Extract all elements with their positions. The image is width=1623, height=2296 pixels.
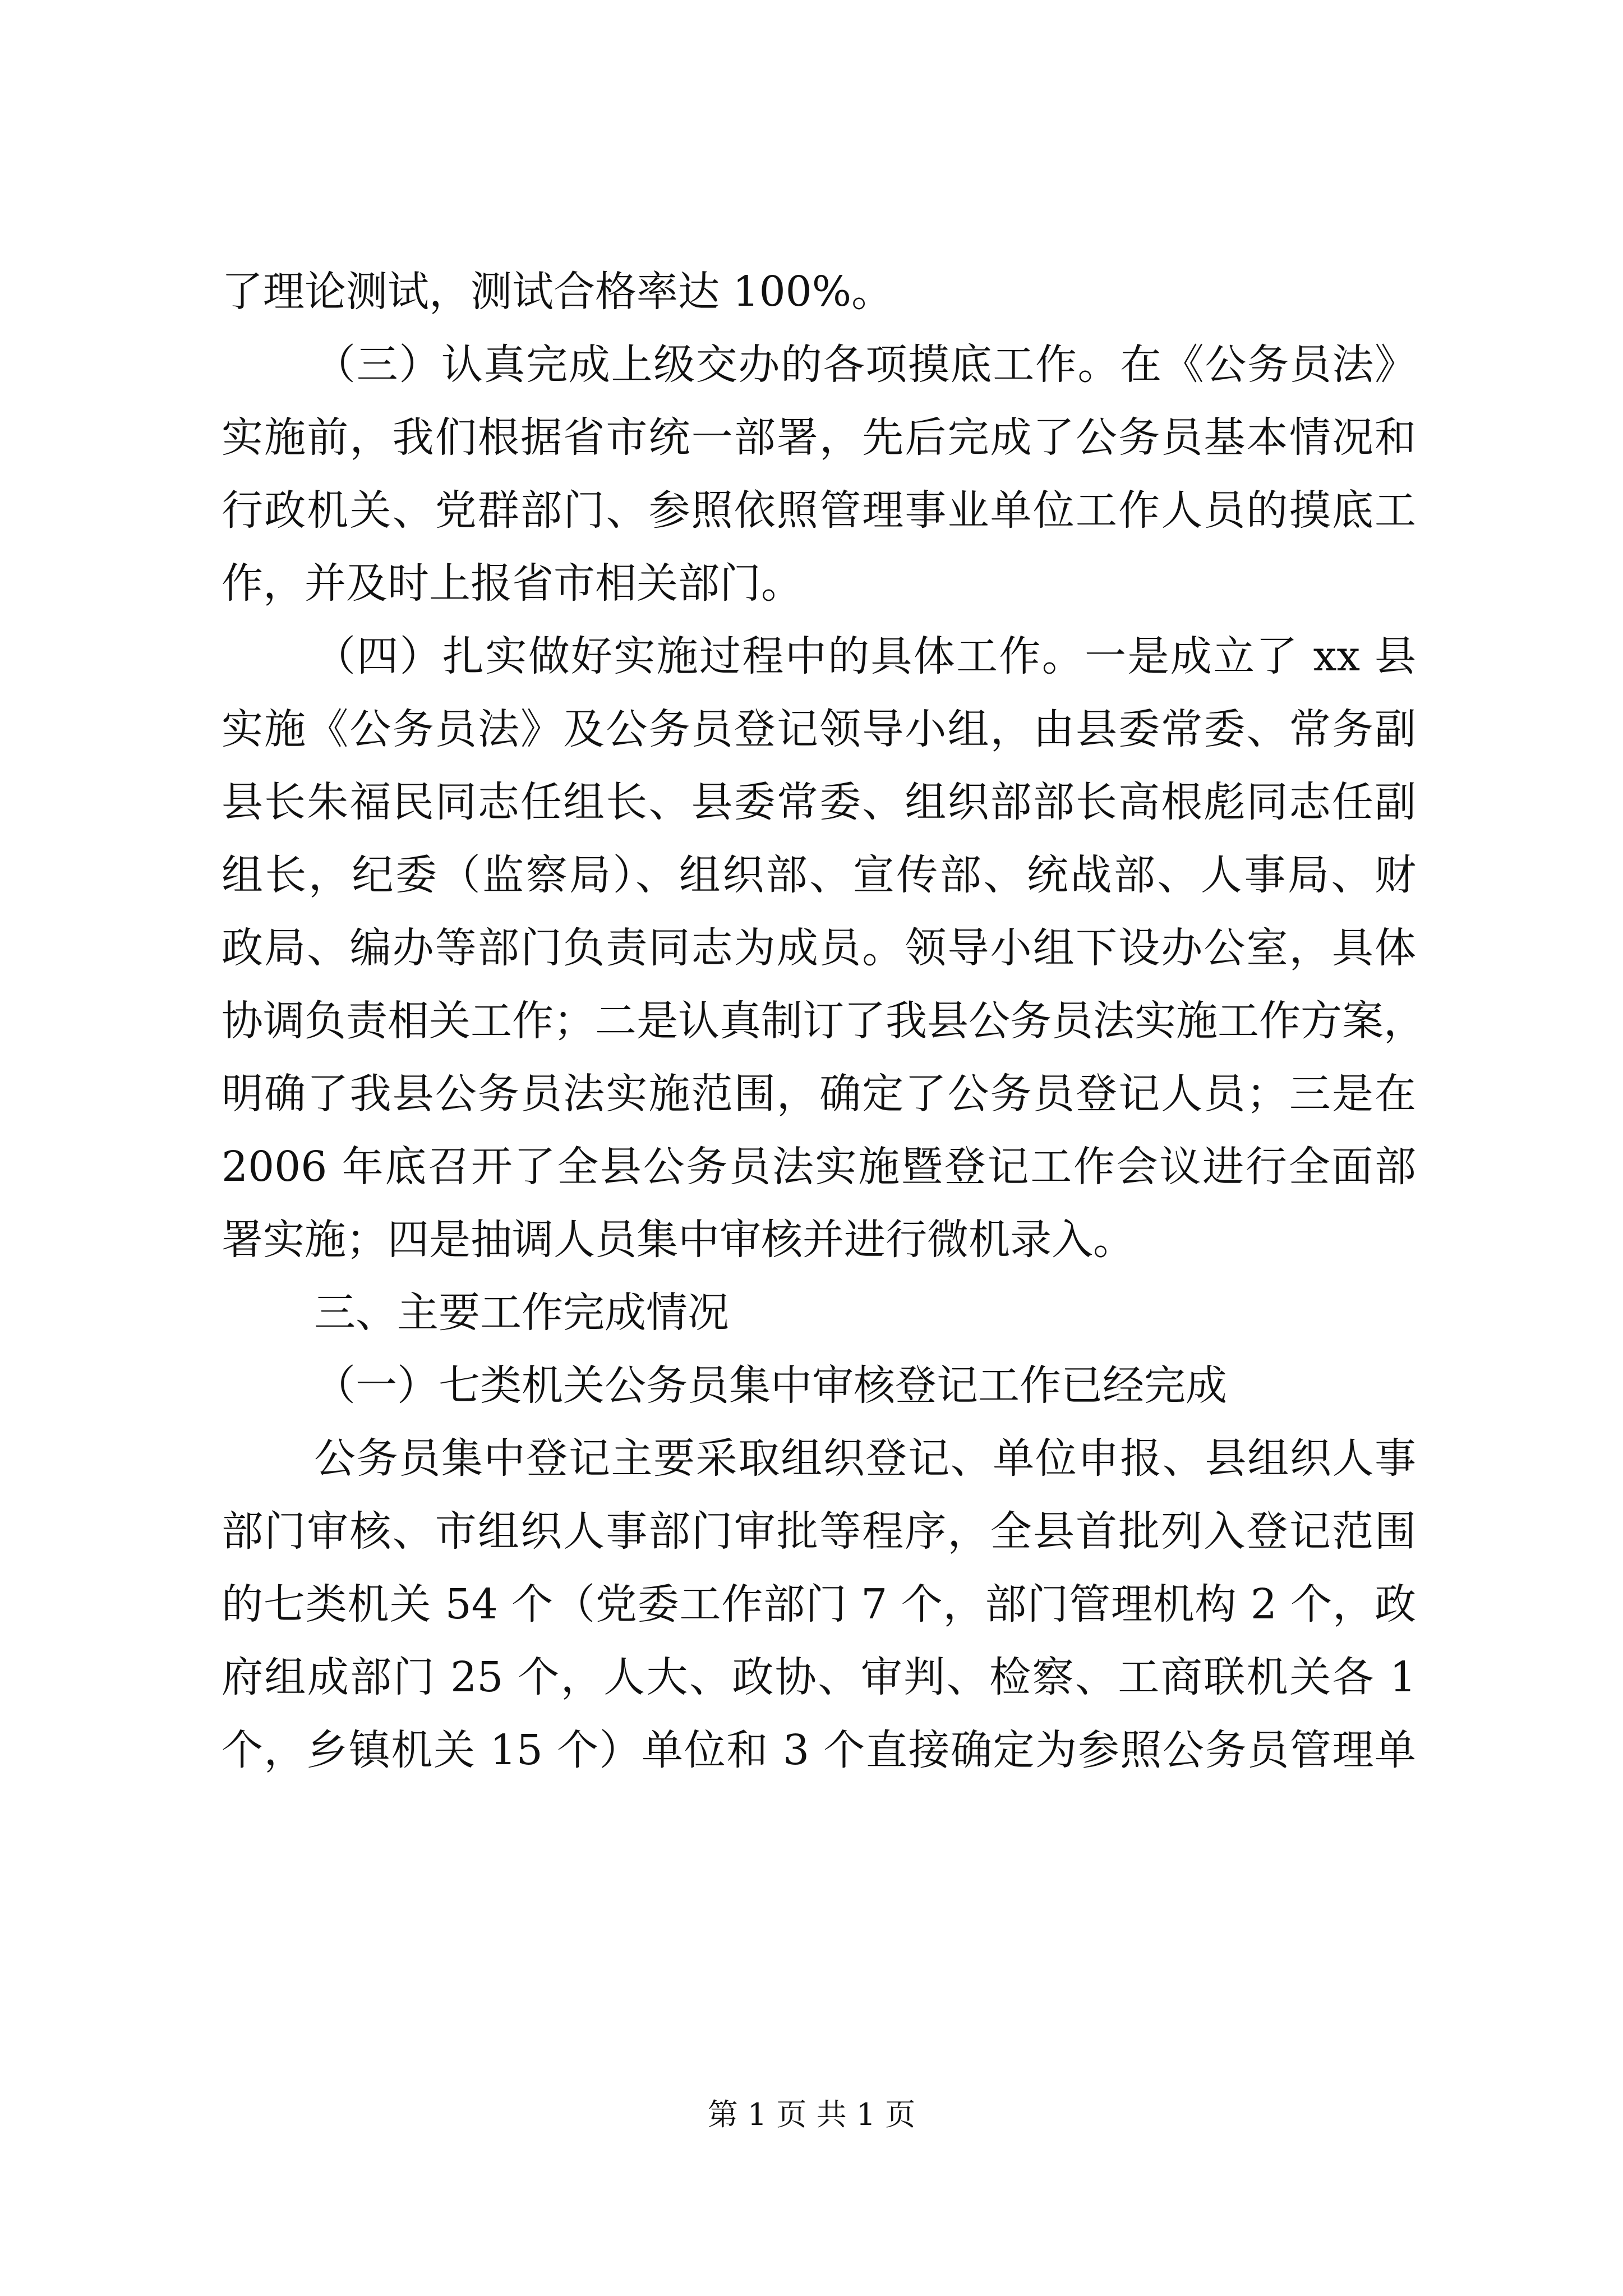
- subsection-heading: （一）七类机关公务员集中审核登记工作已经完成: [314, 1361, 1227, 1410]
- text-line-20: 府组成部门 25 个，人大、政协、审判、检察、工商联机关各 1: [222, 1653, 1416, 1701]
- text-line-4: 行政机关、党群部门、参照依照管理事业单位工作人员的摸底工: [222, 486, 1416, 535]
- text-line-7: 实施《公务员法》及公务员登记领导小组，由县委常委、常务副: [222, 705, 1416, 753]
- text-line-18: 部门审核、市组织人事部门审批等程序，全县首批列入登记范围: [222, 1507, 1416, 1556]
- text-line-17: 公务员集中登记主要采取组织登记、单位申报、县组织人事: [314, 1434, 1416, 1483]
- text-line-21: 个，乡镇机关 15 个）单位和 3 个直接确定为参照公务员管理单: [222, 1726, 1416, 1774]
- text-line-1: 了理论测试，测试合格率达 100%。: [222, 268, 893, 316]
- text-line-14: 署实施；四是抽调人员集中审核并进行微机录入。: [222, 1216, 1135, 1264]
- text-line-19: 的七类机关 54 个（党委工作部门 7 个，部门管理机构 2 个，政: [222, 1580, 1416, 1628]
- text-line-6: （四）扎实做好实施过程中的具体工作。一是成立了 xx 县: [314, 632, 1416, 680]
- text-line-11: 协调负责相关工作；二是认真制订了我县公务员法实施工作方案，: [222, 997, 1425, 1045]
- text-line-5: 作，并及时上报省市相关部门。: [222, 559, 803, 608]
- text-line-9: 组长，纪委（监察局）、组织部、宣传部、统战部、人事局、财: [222, 851, 1416, 899]
- text-line-8: 县长朱福民同志任组长、县委常委、组织部部长高根彪同志任副: [222, 778, 1416, 826]
- text-line-3: 实施前，我们根据省市统一部署，先后完成了公务员基本情况和: [222, 413, 1416, 462]
- section-heading: 三、主要工作完成情况: [314, 1289, 729, 1337]
- text-line-2: （三）认真完成上级交办的各项摸底工作。在《公务员法》: [314, 341, 1416, 389]
- page-footer: 第 1 页 共 1 页: [707, 2097, 916, 2132]
- text-line-13: 2006 年底召开了全县公务员法实施暨登记工作会议进行全面部: [222, 1143, 1416, 1191]
- text-line-10: 政局、编办等部门负责同志为成员。领导小组下设办公室，具体: [222, 924, 1416, 972]
- text-line-12: 明确了我县公务员法实施范围，确定了公务员登记人员；三是在: [222, 1070, 1416, 1118]
